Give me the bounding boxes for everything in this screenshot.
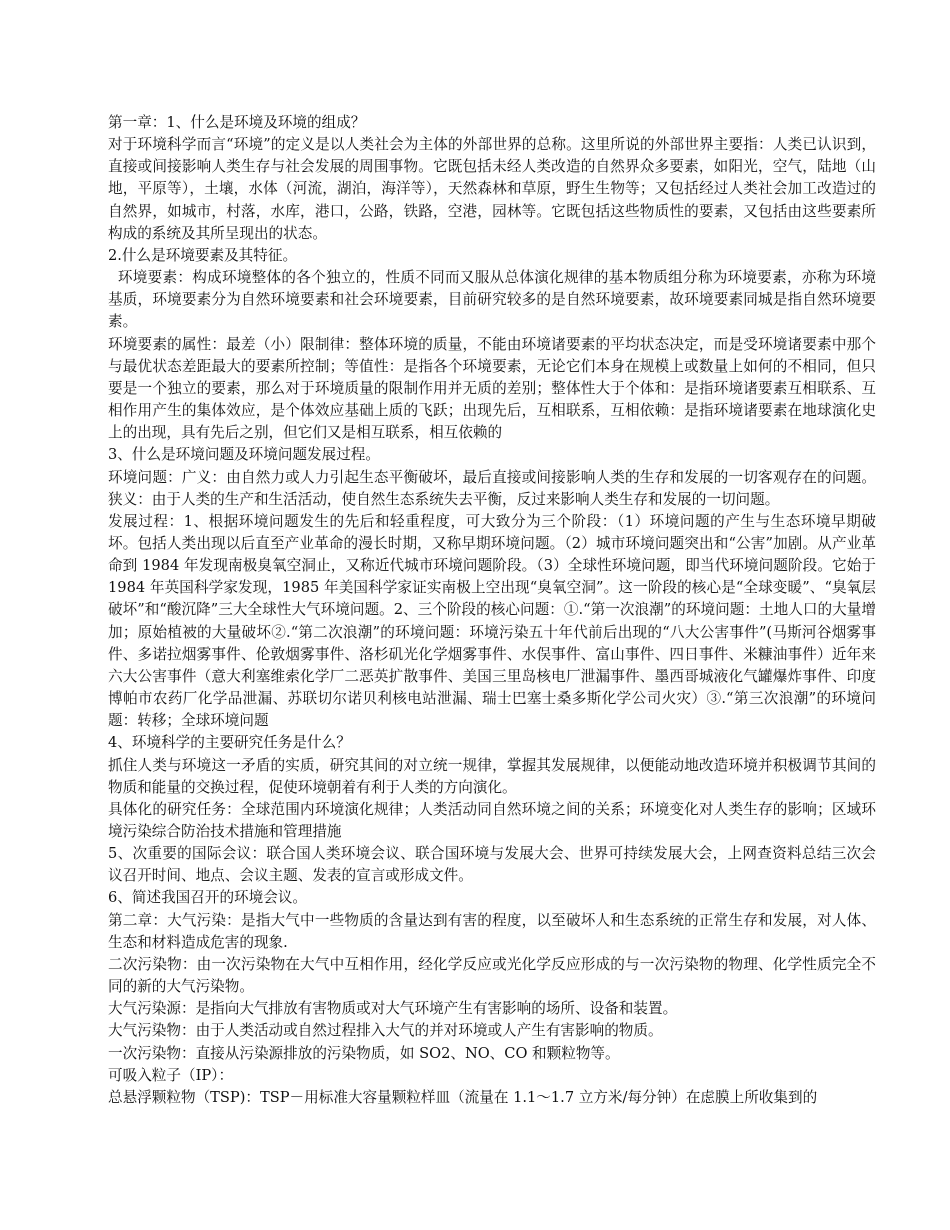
question4-heading: 4、环境科学的主要研究任务是什么？ xyxy=(108,734,351,752)
document-body xyxy=(108,112,876,1109)
tsp-paragraph: 总悬浮颗粒物（TSP)：TSP－用标准大容量颗粒样皿（流量在 1.1～1.7 立方米/每分钟）在虑膜上所收集到的 xyxy=(108,1088,818,1106)
secondary-pollutant-paragraph: 二次污染物：由一次污染物在大气中互相作用，经化学反应或光化学反应形成的与一次污染物的物理、化学性质完全不同的新的大气污染物。 xyxy=(108,955,876,996)
international-conference-paragraph: 5、次重要的国际会议：联合国人类环境会议、联合国环境与发展大会、世界可持续发展大会，上网查资料总结三次会议召开时间、地点、会议主题、发表的宣言或形成文件。 xyxy=(108,845,876,885)
environment-elements-paragraph: 环境要素：构成环境整体的各个独立的，性质不同而又服从总体演化规律的基本物质组分称为环境要素，亦称为环境基质，环境要素分为自然环境要素和社会环境要素，目前研究较多的是自然环境要素，故环境要素同城是指自然环境要素。 xyxy=(108,269,876,331)
question3-heading: 3、什么是环境问题及环境问题发展过程。 xyxy=(108,446,380,464)
element-properties-paragraph: 环境要素的属性：最差（小）限制律：整体环境的质量，不能由环境诸要素的平均状态决定，而是受环境诸要素中那个与最优状态差距最大的要素所控制；等值性：是指各个环境要素，无论它们本身在规模上或数量上如何的不相同，但只要是一个独立的要素，那么对于环境质量的限制作用并无质的差别；整体性大于个体和：是指环境诸要素互相联系、互相作用产生的集体效应，是个体效应基础上质的飞跃；出现先后，互相联系，互相依赖：是指环境诸要素在地球演化史上的出现，具有先后之别，但它们又是相互联系，相互依赖的 xyxy=(108,335,876,442)
specific-research-task-paragraph: 具体化的研究任务：全球范围内环境演化规律；人类活动同自然环境之间的关系；环境变化对人类生存的影响；区域环境污染综合防治技术措施和管理措施 xyxy=(108,800,876,840)
research-task-paragraph: 抓住人类与环境这一矛盾的实质，研究其间的对立统一规律，掌握其发展规律，以便能动地改造环境并积极调节其间的物质和能量的交换过程，促使环境朝着有利于人类的方向演化。 xyxy=(108,756,876,796)
environment-definition-paragraph: 对于环境科学而言“环境”的定义是以人类社会为主体的外部世界的总称。这里所说的外部世界主要指：人类已认识到，直接或间接影响人类生存与社会发展的周围事物。它既包括未经人类改造的自然界众多要素，如阳光，空气，陆地（山地，平原等），土壤，水体（河流，湖泊，海洋等），天然森林和草原，野生生物等；又包括经过人类社会加工改造过的自然界，如城市，村落，水库，港口，公路，铁路，空港，园林等。它既包括这些物质性的要素，又包括由这些要素所构成的系统及其所呈现出的状态。 xyxy=(108,136,876,242)
environment-problem-paragraph: 环境问题：广义：由自然力或人力引起生态平衡破坏，最后直接或间接影响人类的生存和发展的一切客观存在的问题。狭义：由于人类的生产和生活活动，使自然生态系统失去平衡，反过来影响人类生存和发展的一切问题。 xyxy=(108,468,876,508)
question2-heading: 2.什么是环境要素及其特征。 xyxy=(108,246,298,264)
pollution-source-paragraph: 大气污染源：是指向大气排放有害物质或对大气环境产生有害影响的场所、设备和装置。 xyxy=(108,1000,678,1018)
chapter2-air-pollution-paragraph: 第二章：大气污染：是指大气中一些物质的含量达到有害的程度，以至破坏人和生态系统的正常生存和发展，对人体、生态和材料造成危害的现象. xyxy=(108,911,876,951)
inhalable-particle-paragraph: 可吸入粒子（IP）： xyxy=(108,1066,234,1084)
domestic-conference-paragraph: 6、简述我国召开的环境会议。 xyxy=(108,889,308,907)
development-process-paragraph: 发展过程：1、根据环境问题发生的先后和轻重程度，可大致分为三个阶段：（1）环境问题的产生与生态环境早期破坏。包括人类出现以后直至产业革命的漫长时期，又称早期环境问题。（2）城市环境问题突出和“公害”加剧。从产业革命到 1984 年发现南极臭氧空洞止，又称近代城市环境问题阶段。（3）全球性环境问题，即当代环境问题阶段。它始于 1984 年英国科学家发现，1985 年美国科学家证实南极上空出现“臭氧空洞”。这一阶段的核心是“全球变暖”、“臭氧层破坏”和“酸沉降”三大全球性大气环境问题。2、三个阶段的核心问题：①.“第一次浪潮”的环境问题：土地人口的大量增加；原始植被的大量破坏②.“第二次浪潮”的环境问题：环境污染五十年代前后出现的“八大公害事件”(马斯河谷烟雾事件、多诺拉烟雾事件、伦敦烟雾事件、洛杉矶光化学烟雾事件、水俣事件、富山事件、四日事件、米糠油事件）近年来六大公害事件（意大利塞维索化学厂二恶英扩散事件、美国三里岛核电厂泄漏事件、墨西哥城液化气罐爆炸事件、印度博帕市农药厂化学品泄漏、苏联切尔诺贝利核电站泄漏、瑞士巴塞士桑多斯化学公司火灾）③.“第三次浪潮”的环境问题：转移；全球环境问题 xyxy=(108,512,876,730)
primary-pollutant-paragraph: 一次污染物：直接从污染源排放的污染物质，如 SO2、NO、CO 和颗粒物等。 xyxy=(108,1044,620,1062)
chapter1-question1-heading: 第一章：1、什么是环境及环境的组成？ xyxy=(108,114,366,131)
air-pollutant-paragraph: 大气污染物：由于人类活动或自然过程排入大气的并对环境或人产生有害影响的物质。 xyxy=(108,1022,663,1040)
